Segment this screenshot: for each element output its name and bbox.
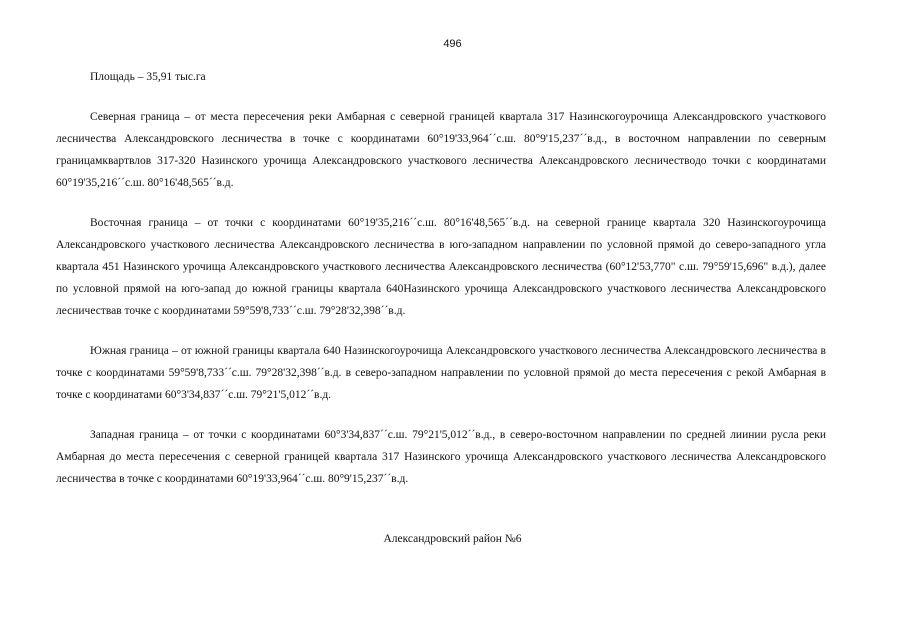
west-boundary-paragraph: Западная граница – от точки с координатами 60°3'34,837´´с.ш. 79°21'5,012´´в.д., в северо-восточном направлении по средней лиинии русла реки Амбарная до места пересечения с северной границей квартала 317 Назинского урочища Александровского участкового лесничества Александровского лесничества в точке с координатами 60°19'33,964´´с.ш. 80°9'15,237´´в.д. <box>56 429 826 485</box>
page-number: 496 <box>443 38 462 50</box>
north-boundary-paragraph: Северная граница – от места пересечения реки Амбарная с северной границей квартала 317 Назинскогоурочища Александровского участкового лесничества Александровского лесничества в точке с координатами 60°19'33,964´´с.ш. 80°9'15,237´´в.д., в восточном направлении по северным границамквартвлов 317-320 Назинского урочища Александровского участкового лесничества Александровского лесничестводо точки с координатами 60°19'35,216´´с.ш. 80°16'48,565´´в.д. <box>56 111 826 189</box>
east-boundary-paragraph: Восточная граница – от точки с координатами 60°19'35,216´´с.ш. 80°16'48,565´´в.д. на северной границе квартала 320 Назинскогоурочища Александровского участкового лесничества Александровского лесничества в юго-западном направлении по условной прямой до северо-западного угла квартала 451 Назинского урочища Александровского участкового лесничества Александровского лесничества (60°12'53,770" с.ш. 79°59'15,696" в.д.), далее по условной прямой на юго-запад до южной границы квартала 640Назинского урочища Александровского участкового лесничества Александровского лесничествав точке с координатами 59°59'8,733´´с.ш. 79°28'32,398´´в.д. <box>56 217 826 317</box>
document-body <box>56 66 826 508</box>
south-boundary-paragraph: Южная граница – от южной границы квартала 640 Назинскогоурочища Александровского участкового лесничества Александровского лесничества в точке с координатами 59°59'8,733´´с.ш. 79°28'32,398´´в.д. в северо-западном направлении по условной прямой до места пересечения с рекой Амбарная в точке с координатами 60°3'34,837´´с.ш. 79°21'5,012´´в.д. <box>56 345 826 401</box>
area-text: Площадь – 35,91 тыс.га <box>90 71 206 83</box>
section-heading: Александровский район №6 <box>383 533 522 545</box>
